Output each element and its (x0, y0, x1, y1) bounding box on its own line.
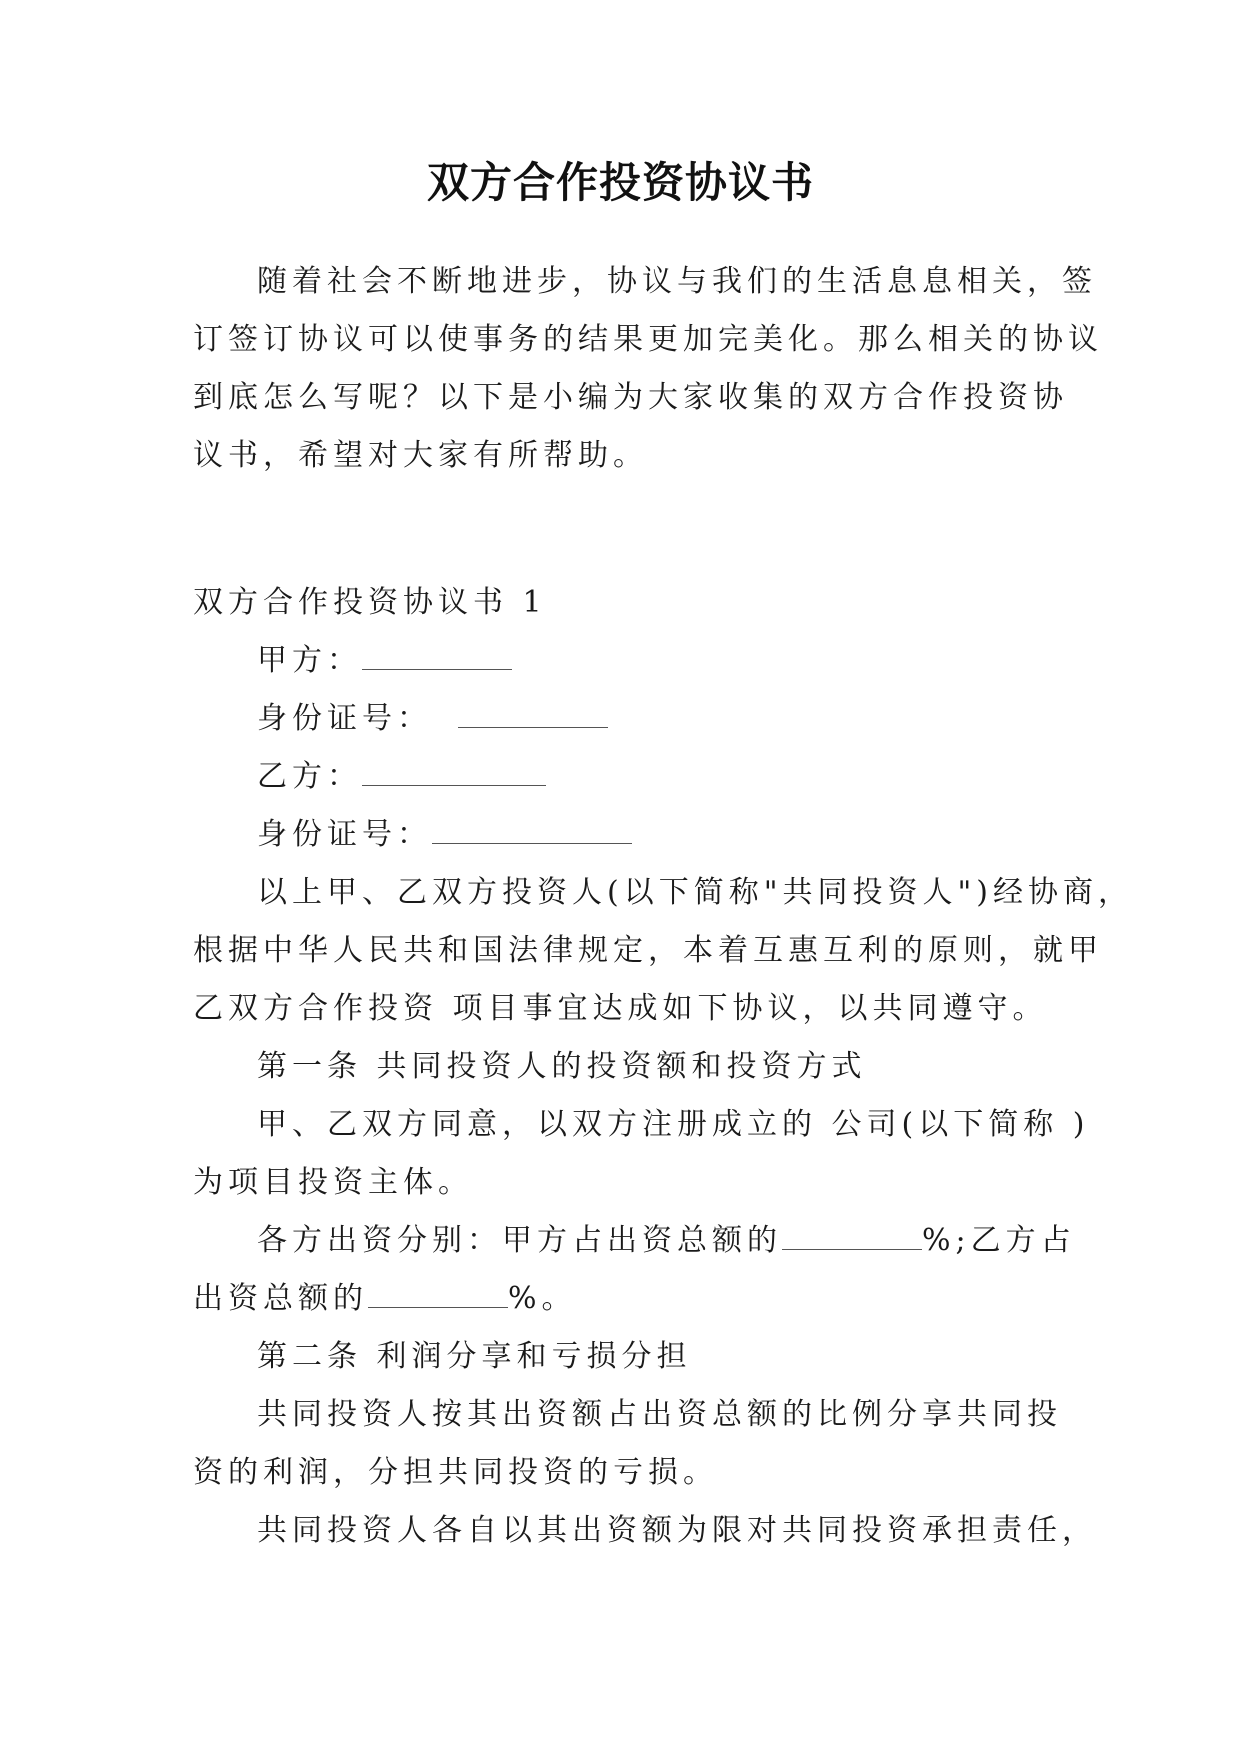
party-b-id-line (193, 806, 1053, 864)
party-b-share-blank[interactable] (368, 1279, 508, 1308)
party-b-id-label: 身份证号： (257, 817, 432, 852)
contribution-label-b: %;乙方占 (922, 1223, 1076, 1258)
party-b-label: 乙方： (257, 759, 362, 794)
party-a-id-blank[interactable] (458, 699, 608, 728)
article-1-para-2-line (193, 1212, 1076, 1270)
preamble-line: 根据中华人民共和国法律规定，本着互惠互利的原则，就甲 (193, 933, 1103, 968)
intro-paragraph (193, 253, 1103, 485)
party-b-line (193, 748, 1053, 806)
party-a-id-label: 身份证号： (257, 701, 432, 736)
preamble-line: 以上甲、乙双方投资人(以下简称"共同投资人")经协商， (257, 875, 1134, 910)
party-a-share-blank[interactable] (782, 1221, 922, 1250)
contribution-label-a: 各方出资分别：甲方占出资总额的 (257, 1223, 782, 1258)
section-heading: 双方合作投资协议书 1 (193, 585, 547, 620)
article-2-para-1-line: 共同投资人按其出资额占出资总额的比例分享共同投 (257, 1397, 1062, 1432)
party-b-blank[interactable] (362, 757, 546, 786)
contribution-label-d: %。 (508, 1281, 577, 1316)
intro-line: 到底怎么写呢？以下是小编为大家收集的双方合作投资协 (193, 380, 1068, 415)
party-a-label: 甲方： (257, 643, 362, 678)
article-2-title: 第二条 利润分享和亏损分担 (257, 1339, 692, 1374)
article-1-title: 第一条 共同投资人的投资额和投资方式 (257, 1049, 867, 1084)
document-title: 双方合作投资协议书 (426, 158, 814, 207)
article-2-para-1-line: 资的利润，分担共同投资的亏损。 (193, 1455, 718, 1490)
article-1-para-1-line: 为项目投资主体。 (193, 1165, 473, 1200)
party-a-id-line (193, 690, 1053, 748)
intro-line: 议书，希望对大家有所帮助。 (193, 438, 648, 473)
article-1-para-1-line: 甲、乙双方同意，以双方注册成立的 公司(以下简称 ) (257, 1107, 1090, 1142)
intro-line: 随着社会不断地进步，协议与我们的生活息息相关，签 (257, 264, 1097, 299)
preamble-line: 乙双方合作投资 项目事宜达成如下协议，以共同遵守。 (193, 991, 1048, 1026)
article-1-para-2-line (193, 1270, 1053, 1328)
article-2-para-2-line: 共同投资人各自以其出资额为限对共同投资承担责任， (257, 1513, 1097, 1548)
party-a-blank[interactable] (362, 641, 512, 670)
party-b-id-blank[interactable] (432, 815, 632, 844)
party-a-line (193, 632, 1053, 690)
agreement-body (193, 574, 1134, 1560)
contribution-label-c: 出资总额的 (193, 1281, 368, 1316)
intro-line: 订签订协议可以使事务的结果更加完美化。那么相关的协议 (193, 322, 1103, 357)
